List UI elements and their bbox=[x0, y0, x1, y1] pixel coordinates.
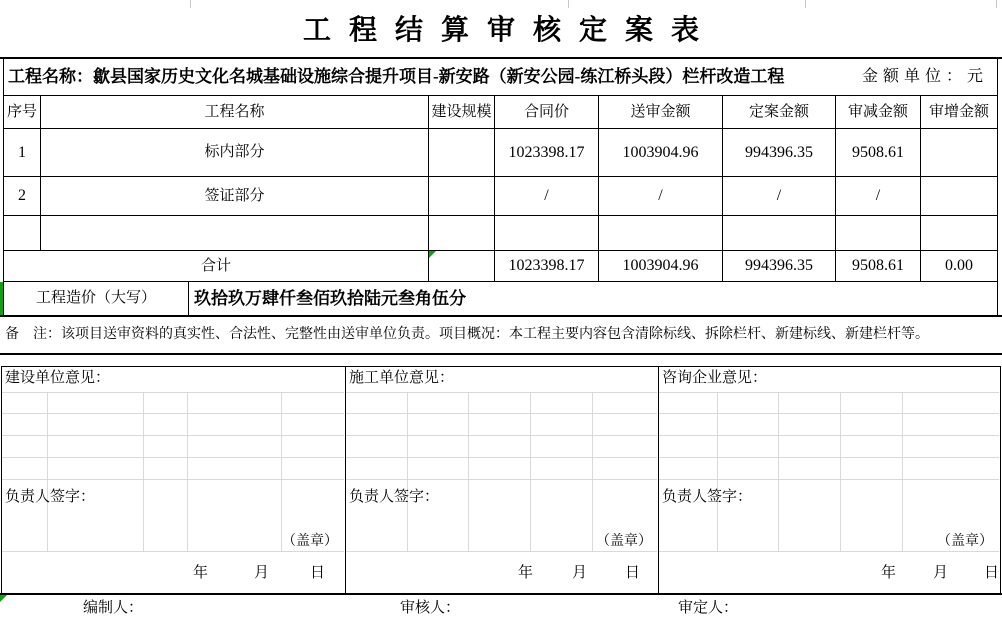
gridline bbox=[659, 457, 999, 458]
gridline bbox=[2, 413, 344, 414]
gridline bbox=[530, 392, 531, 551]
row1-reduced: 9508.61 bbox=[852, 144, 904, 161]
project-name-line: 工程名称：歙县国家历史文化名城基础设施综合提升项目-新安路（新安公园-练江桥头段）栏杆改造工程 bbox=[8, 67, 785, 86]
gridline bbox=[659, 435, 999, 436]
col-header-name: 工程名称 bbox=[204, 104, 265, 120]
green-edge-marker bbox=[0, 282, 3, 315]
date-month-label: 月 bbox=[254, 565, 270, 581]
gridline bbox=[902, 392, 903, 551]
row2-finalized: / bbox=[776, 187, 782, 204]
amount-words-value: 玖拾玖万肆仟叁佰玖拾陆元叁角伍分 bbox=[194, 289, 466, 308]
row2-submitted: / bbox=[658, 187, 663, 204]
gridline bbox=[143, 392, 144, 551]
col-header-contract: 合同价 bbox=[523, 104, 569, 120]
contractor-sign-label: 负责人签字： bbox=[349, 489, 440, 505]
border-line bbox=[0, 57, 1002, 59]
col-header-increased: 审增金额 bbox=[928, 104, 989, 120]
row1-seq: 1 bbox=[18, 144, 26, 161]
date-day-label: 日 bbox=[984, 565, 1000, 581]
date-year-label: 年 bbox=[881, 565, 897, 581]
gridline bbox=[840, 392, 841, 551]
note-text: 备 注：该项目送审资料的真实性、合法性、完整性由送审单位负责。项目概况：本工程主要内容包含清除标线、拆除栏杆、新建标线、新建栏杆等。 bbox=[5, 327, 929, 342]
border-line bbox=[1000, 366, 1001, 593]
gridline bbox=[778, 392, 779, 551]
border-line bbox=[0, 353, 1002, 355]
date-day-label: 日 bbox=[625, 565, 641, 581]
error-indicator-triangle bbox=[0, 595, 7, 602]
total-label: 合计 bbox=[200, 258, 231, 274]
approver-label: 审定人： bbox=[678, 600, 739, 616]
gridline bbox=[717, 392, 718, 551]
construction-unit-opinion-title: 建设单位意见： bbox=[5, 370, 111, 386]
gridline bbox=[47, 392, 48, 551]
row2-reduced: / bbox=[875, 187, 881, 204]
border-line bbox=[3, 215, 998, 216]
contractor-seal-label: （盖章） bbox=[596, 534, 652, 549]
amount-unit-label: 金额单位：元 bbox=[861, 68, 988, 85]
row2-seq: 2 bbox=[18, 187, 26, 204]
construction-sign-label: 负责人签字： bbox=[5, 489, 96, 505]
gridline bbox=[592, 392, 593, 551]
gridline bbox=[346, 413, 657, 414]
row2-contract: / bbox=[544, 187, 549, 204]
col-header-seq: 序号 bbox=[6, 104, 37, 120]
gridline bbox=[407, 392, 408, 551]
gridline bbox=[346, 457, 657, 458]
maker-label: 编制人： bbox=[83, 600, 144, 616]
col-header-scale: 建设规模 bbox=[431, 104, 492, 120]
gridline bbox=[281, 392, 282, 551]
date-year-label: 年 bbox=[193, 565, 209, 581]
amount-words-label: 工程造价（大写） bbox=[35, 290, 156, 306]
gridline bbox=[346, 479, 657, 480]
construction-seal-label: （盖章） bbox=[282, 534, 338, 549]
gridline bbox=[346, 392, 657, 393]
gridline bbox=[2, 479, 344, 480]
error-indicator-triangle bbox=[429, 251, 436, 258]
border-line bbox=[1, 366, 1001, 367]
total-finalized: 994396.35 bbox=[745, 257, 813, 274]
gridline bbox=[659, 479, 999, 480]
row1-submitted: 1003904.96 bbox=[622, 144, 699, 161]
gridline-stub bbox=[190, 0, 191, 8]
checker-label: 审核人： bbox=[400, 600, 461, 616]
gridline-stub bbox=[996, 0, 997, 8]
border-line bbox=[997, 57, 998, 315]
border-line bbox=[0, 593, 1002, 595]
col-header-reduced: 审减金额 bbox=[847, 104, 908, 120]
total-contract: 1023398.17 bbox=[508, 257, 585, 274]
total-submitted: 1003904.96 bbox=[622, 257, 699, 274]
consulting-firm-opinion-title: 咨询企业意见： bbox=[662, 370, 768, 386]
gridline bbox=[2, 457, 344, 458]
date-month-label: 月 bbox=[572, 565, 588, 581]
contractor-unit-opinion-title: 施工单位意见： bbox=[349, 370, 455, 386]
consulting-sign-label: 负责人签字： bbox=[662, 489, 753, 505]
gridline bbox=[659, 413, 999, 414]
page-title: 工程结算审核定案表 bbox=[302, 15, 717, 46]
gridline bbox=[2, 392, 344, 393]
consulting-seal-label: （盖章） bbox=[937, 534, 993, 549]
date-day-label: 日 bbox=[310, 565, 326, 581]
gridline bbox=[346, 435, 657, 436]
gridline-stub bbox=[805, 0, 806, 8]
row1-contract: 1023398.17 bbox=[508, 144, 585, 161]
gridline bbox=[659, 392, 999, 393]
gridline-stub bbox=[568, 0, 569, 8]
date-month-label: 月 bbox=[933, 565, 949, 581]
row1-name: 标内部分 bbox=[204, 144, 265, 160]
row1-finalized: 994396.35 bbox=[745, 144, 813, 161]
date-year-label: 年 bbox=[518, 565, 534, 581]
gridline bbox=[468, 392, 469, 551]
col-header-submitted: 送审金额 bbox=[630, 104, 691, 120]
total-reduced: 9508.61 bbox=[852, 257, 904, 274]
gridline bbox=[187, 392, 188, 551]
row2-name: 签证部分 bbox=[204, 188, 265, 204]
gridline bbox=[2, 435, 344, 436]
border-line bbox=[188, 281, 189, 315]
col-header-finalized: 定案金额 bbox=[748, 104, 809, 120]
total-increased: 0.00 bbox=[945, 257, 973, 274]
